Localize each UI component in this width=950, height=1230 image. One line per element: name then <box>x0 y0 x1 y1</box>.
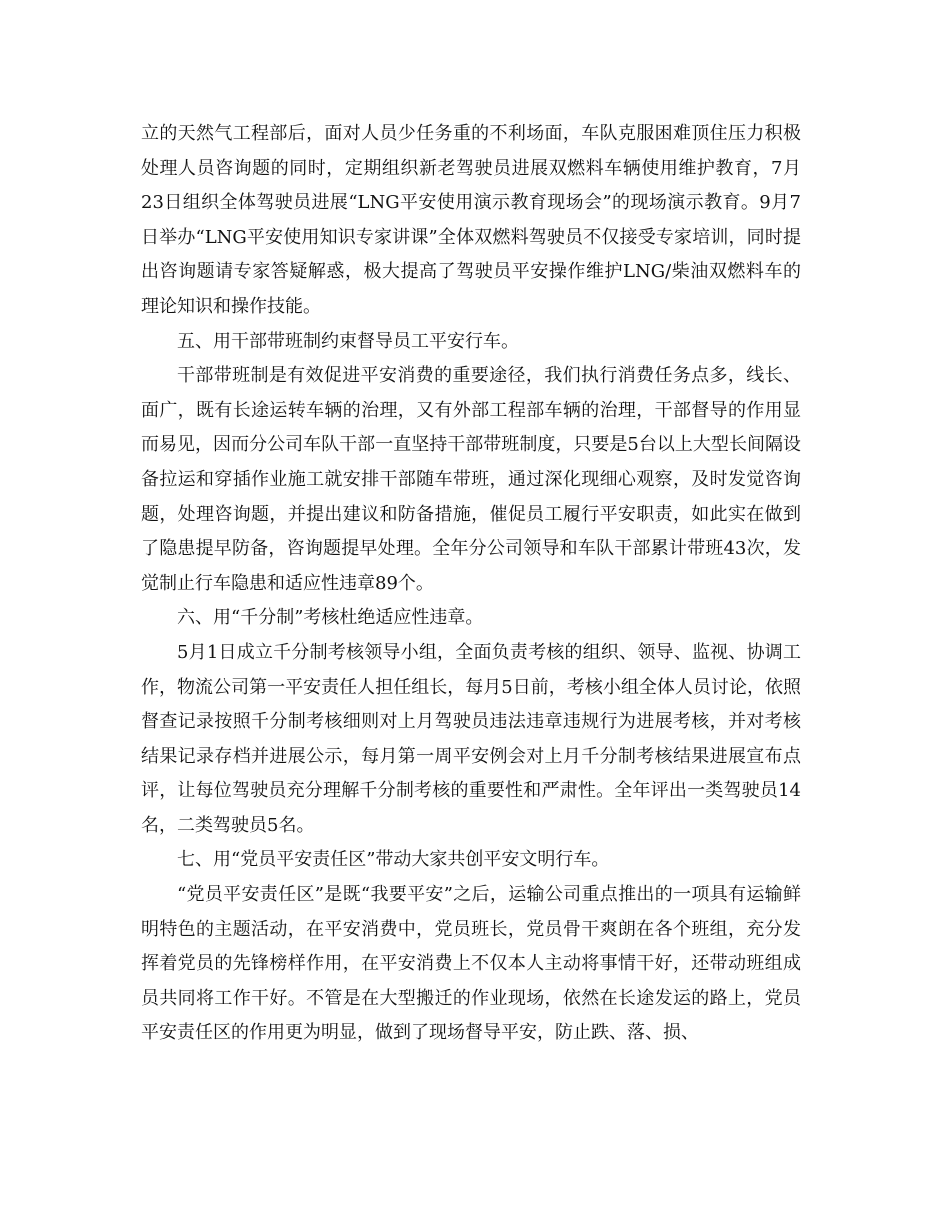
paragraph-continuation: 立的天然气工程部后，面对人员少任务重的不利场面，车队克服困难顶住压力积极处理人员咨询题的同时，定期组织新老驾驶员进展双燃料车辆使用维护教育，7月23日组织全体驾驶员进展“LNG平安使用演示教育现场会”的现场演示教育。9月7日举办“LNG平安使用知识专家讲课”全体双燃料驾驶员不仅接受专家培训，同时提出咨询题请专家答疑解惑，极大提高了驾驶员平安操作维护LNG/柴油双燃料车的理论知识和操作技能。 <box>141 123 801 317</box>
section-heading-5: 五、用干部带班制约束督导员工平安行车。 <box>177 330 519 352</box>
section-heading-7: 七、用“党员平安责任区”带动大家共创平安文明行车。 <box>177 849 610 871</box>
paragraph-cadre-shift: 干部带班制是有效促进平安消费的重要途径，我们执行消费任务点多，线长、面广，既有长途运转车辆的治理，又有外部工程部车辆的治理，干部督导的作用显而易见，因而分公司车队干部一直坚持干部带班制度，只要是5台以上大型长间隔设备拉运和穿插作业施工就安排干部随车带班，通过深化现细心观察，及时发觉咨询题，处理咨询题，并提出建议和防备措施，催促员工履行平安职责，如此实在做到了隐患提早防备，咨询题提早处理。全年分公司领导和车队干部累计带班43次，发觉制止行车隐患和适应性违章89个。 <box>141 365 801 594</box>
paragraph-thousand-point-system: 5月1日成立千分制考核领导小组，全面负责考核的组织、领导、监视、协调工作，物流公司第一平安责任人担任组长，每月5日前，考核小组全体人员讨论，依照督查记录按照千分制考核细则对上月驾驶员违法违章违规行为进展考核，并对考核结果记录存档并进展公示，每月第一周平安例会对上月千分制考核结果进展宣布点评，让每位驾驶员充分理解千分制考核的重要性和严肃性。全年评出一类驾驶员14名，二类驾驶员5名。 <box>141 641 801 836</box>
paragraph-party-member-zone: “党员平安责任区”是既“我要平安”之后，运输公司重点推出的一项具有运输鲜明特色的主题活动，在平安消费中，党员班长，党员骨干爽朗在各个班组，充分发挥着党员的先锋榜样作用，在平安消费上不仅本人主动将事情干好，还带动班组成员共同将工作干好。不管是在大型搬迁的作业现场，依然在长途发运的路上，党员平安责任区的作用更为明显，做到了现场督导平安，防止跌、落、损、 <box>141 884 801 1044</box>
document-page <box>141 117 801 1051</box>
section-heading-6: 六、用“千分制”考核杜绝适应性违章。 <box>177 607 484 629</box>
